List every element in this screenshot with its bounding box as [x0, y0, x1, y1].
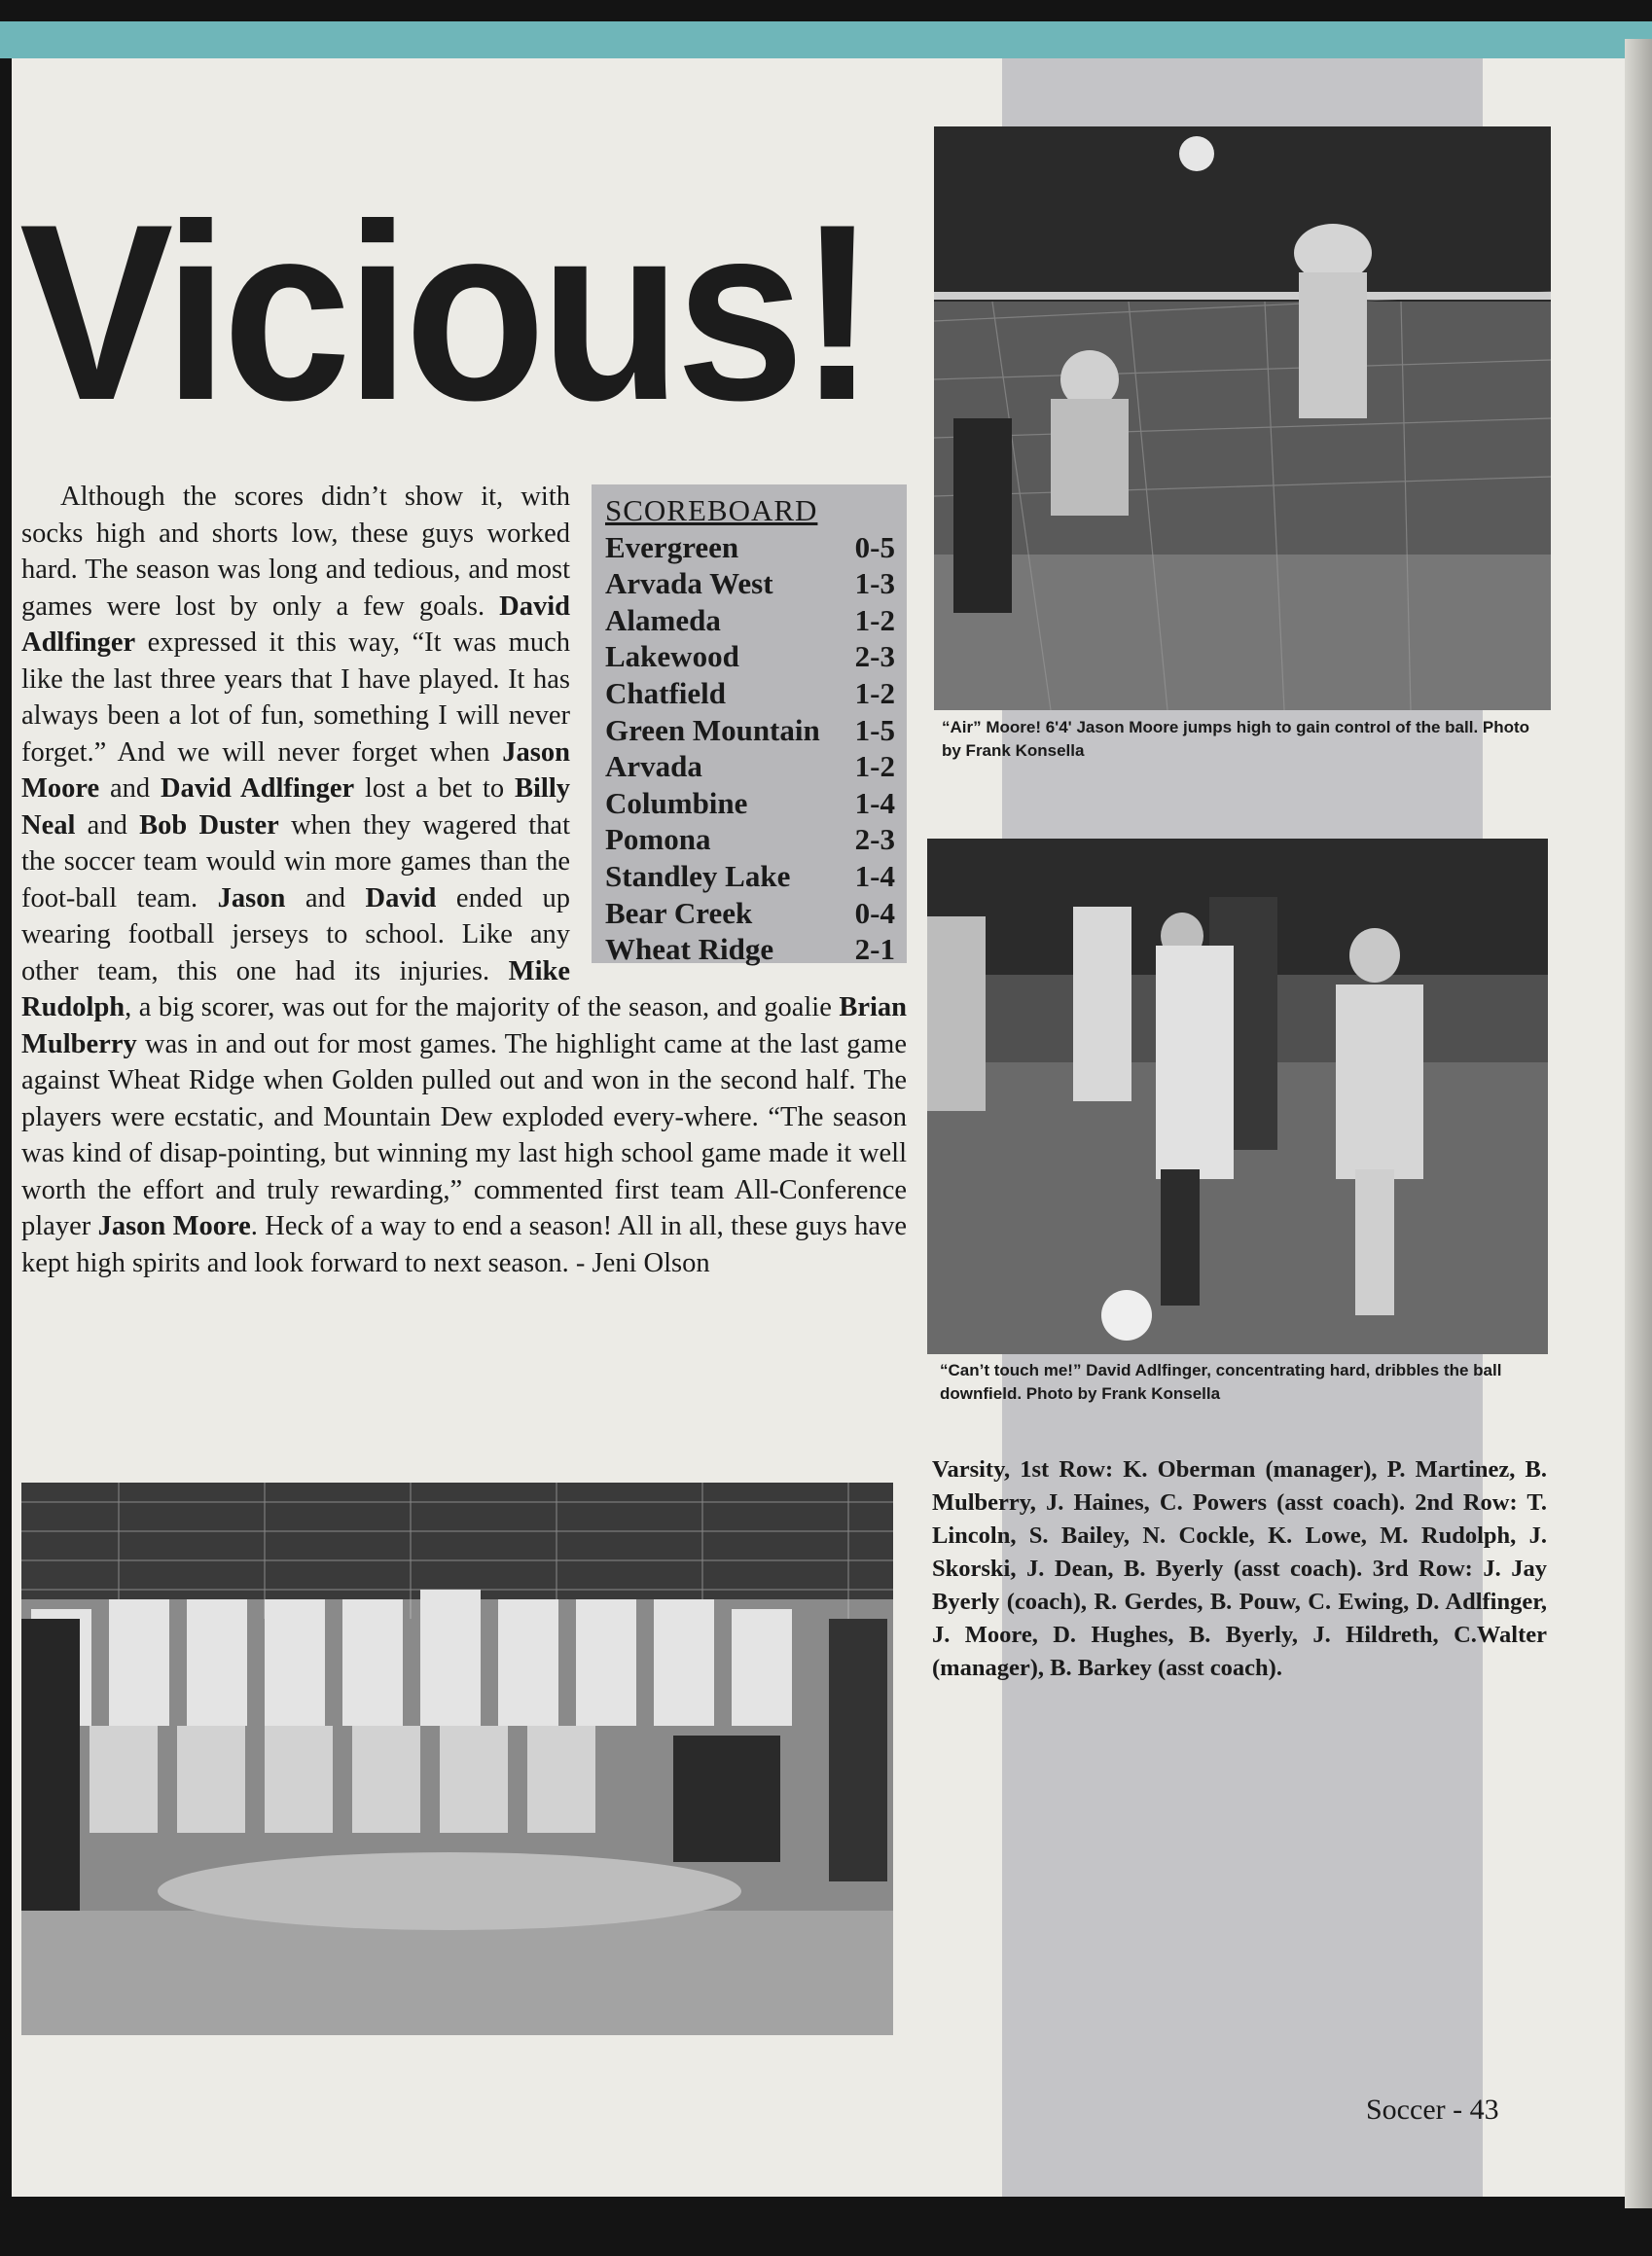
- scoreboard-team: Lakewood: [605, 639, 739, 674]
- article-text-run: and: [99, 773, 161, 804]
- roster-caption: Varsity, 1st Row: K. Oberman (manager), P. Martinez, B. Mulberry, J. Haines, C. Powers (asst coach). 2nd Row: T. Lincoln, S. Bailey, N. Cockle, K. Lowe, M. Rudolph, J. Skorski, J. Dean, B. Byerly (asst coach). 3rd Row: J. Jay Byerly (coach), R. Gerdes, B. Pouw, C. Ewing, D. Adlfinger, J. Moore, D. Hughes, B. Byerly, J. Hildreth, C.Walter (manager), B. Barkey (asst coach).: [932, 1456, 1547, 1681]
- article-text-run: , a big scorer, was out for the majority of the season, and goalie: [125, 992, 840, 1022]
- photo-cant-touch-me-image: [927, 839, 1548, 1354]
- article-text-run: . Heck of a way to end a season! All in all, these guys have kept high spirits and look forward to next season. - Jeni Olson: [21, 1211, 907, 1278]
- article-name-bold: Jason Moore: [21, 736, 570, 804]
- scoreboard-score: 1-2: [854, 675, 895, 710]
- article-name-bold: Mike Rudolph: [21, 955, 570, 1022]
- article-name-bold: David Adlfinger: [160, 773, 355, 804]
- scoreboard-score: 2-3: [854, 639, 895, 674]
- photo-cant-touch-me-caption: “Can’t touch me!” David Adlfinger, concentrating hard, dribbles the ball downfield. Photo by Frank Konsella: [940, 1361, 1502, 1403]
- teal-top-border: [0, 21, 1652, 58]
- scoreboard-team: Wheat Ridge: [605, 932, 774, 967]
- scoreboard-score: 2-3: [854, 822, 895, 857]
- article-text-run: and: [285, 882, 366, 913]
- article-text-run: Although the scores didn’t show it, with socks high and shorts low, these guys worked hard. The season was long and tedious, and most games were lost by only a few goals.: [21, 482, 570, 622]
- article-text-run: expressed it this way, “It was much like the last three years that I have played. It has always been a lot of fun, something I will never forget.” And we will never forget when: [21, 627, 570, 768]
- page-footer: Soccer - 43: [1366, 2094, 1499, 2126]
- team-photo: [21, 1483, 893, 2035]
- scoreboard-team: Pomona: [605, 822, 711, 857]
- scoreboard-score: 1-2: [854, 602, 895, 637]
- scoreboard-rows: [605, 529, 895, 968]
- scoreboard-score: 0-4: [854, 895, 895, 930]
- page-headline: Vicious!: [19, 171, 871, 452]
- scoreboard-row: [605, 712, 895, 749]
- scoreboard-row: [605, 565, 895, 602]
- scoreboard-team: Evergreen: [605, 529, 739, 564]
- article-name-bold: Jason Moore: [97, 1211, 251, 1241]
- scoreboard-box: [592, 484, 907, 967]
- article-text-run: lost a bet to: [354, 773, 515, 804]
- scoreboard-team: Arvada West: [605, 566, 773, 601]
- scoreboard-score: 1-3: [854, 566, 895, 601]
- scoreboard-row: [605, 931, 895, 968]
- scoreboard-row: [605, 748, 895, 785]
- scoreboard-team: Green Mountain: [605, 712, 820, 747]
- scoreboard-score: 1-4: [854, 858, 895, 893]
- team-photo-image: [21, 1483, 893, 2035]
- article-text-run: was in and out for most games. The highlight came at the last game against Wheat Ridge when Golden pulled out and won in the second half. The players were ecstatic, and Mountain Dew exploded every-where. “The season was kind of disap-pointing, but winning my last high school game made it well worth the effort and truly rewarding,” commented first team All-Conference player: [21, 1028, 907, 1241]
- article-name-bold: David Adlfinger: [21, 591, 570, 658]
- article-name-bold: Billy Neal: [21, 773, 570, 841]
- article-text-run: when they wagered that the soccer team would win more games than the foot-ball team.: [21, 809, 570, 913]
- scoreboard-team: Arvada: [605, 749, 702, 784]
- scoreboard-score: 1-5: [854, 712, 895, 747]
- scoreboard-team: Standley Lake: [605, 858, 791, 893]
- photo-air-moore: [934, 126, 1551, 710]
- scoreboard-row: [605, 638, 895, 675]
- article-name-bold: David: [365, 882, 437, 913]
- scoreboard-score: 1-2: [854, 749, 895, 784]
- article-name-bold: Jason: [217, 882, 286, 913]
- scoreboard-row: [605, 858, 895, 895]
- scoreboard-row: [605, 602, 895, 639]
- scoreboard-score: 1-4: [854, 785, 895, 820]
- page-spine-edge: [1625, 39, 1652, 2208]
- article-text-run: and: [75, 809, 140, 841]
- scoreboard-team: Bear Creek: [605, 895, 753, 930]
- scoreboard-team: Alameda: [605, 602, 721, 637]
- scoreboard-row: [605, 675, 895, 712]
- photo-air-moore-image: [934, 126, 1551, 710]
- scoreboard-title: SCOREBOARD: [605, 493, 818, 527]
- photo-air-moore-caption: “Air” Moore! 6'4' Jason Moore jumps high to gain control of the ball. Photo by Frank Konsella: [942, 718, 1530, 760]
- article-body: [21, 479, 907, 1281]
- article-name-bold: Brian Mulberry: [21, 992, 907, 1059]
- scoreboard-team: Chatfield: [605, 675, 726, 710]
- scoreboard-row: [605, 785, 895, 822]
- article-text-run: ended up wearing football jerseys to school. Like any other team, this one had its injuries.: [21, 882, 570, 986]
- scoreboard-row: [605, 529, 895, 566]
- photo-cant-touch-me: [927, 839, 1548, 1354]
- scoreboard-team: Columbine: [605, 785, 748, 820]
- scoreboard-row: [605, 821, 895, 858]
- scoreboard-score: 2-1: [854, 932, 895, 967]
- scoreboard-row: [605, 895, 895, 932]
- article-paragraph: [21, 479, 907, 1281]
- scoreboard-score: 0-5: [854, 529, 895, 564]
- article-name-bold: Bob Duster: [139, 809, 279, 841]
